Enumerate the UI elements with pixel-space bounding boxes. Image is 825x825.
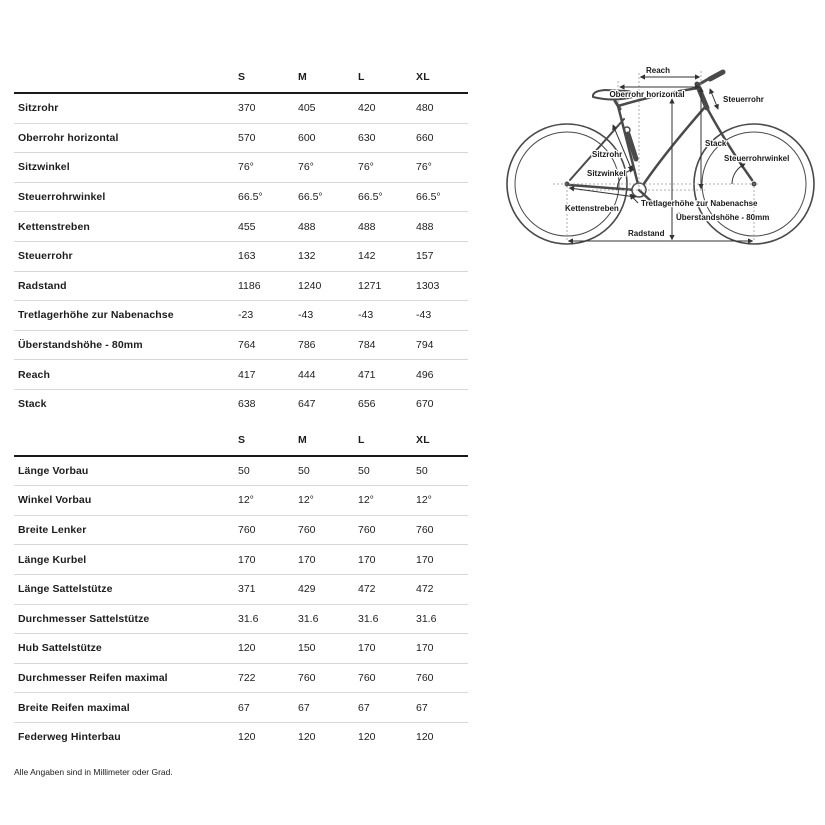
geometry-diagram — [495, 57, 825, 257]
seatpost — [615, 101, 620, 109]
cell-value: 120 — [298, 731, 316, 744]
row-label: Winkel Vorbau — [18, 494, 92, 507]
row-label: Überstandshöhe - 80mm — [18, 339, 143, 352]
label-seat-angle: Sitzwinkel — [587, 169, 626, 178]
cell-value: 455 — [238, 220, 256, 233]
row-label: Federweg Hinterbau — [18, 731, 121, 744]
cell-value: 170 — [238, 553, 256, 566]
cell-value: 760 — [298, 524, 316, 537]
cell-value: 472 — [358, 583, 376, 596]
cell-value: 31.6 — [298, 612, 319, 625]
column-header: S — [238, 433, 246, 446]
cell-value: 488 — [416, 220, 434, 233]
table-row — [14, 242, 468, 272]
cell-value: 66.5° — [298, 191, 323, 204]
cell-value: 488 — [358, 220, 376, 233]
cell-value: 120 — [238, 731, 256, 744]
cell-value: 570 — [238, 131, 256, 144]
cell-value: 12° — [238, 494, 254, 507]
cell-value: 656 — [358, 398, 376, 411]
component-geometry-table — [14, 425, 468, 752]
column-header: XL — [416, 71, 430, 83]
table-body — [14, 457, 468, 752]
label-standover: Überstandshöhe - 80mm — [676, 213, 770, 222]
cell-value: 170 — [358, 553, 376, 566]
cell-value: 784 — [358, 339, 376, 352]
cell-value: 66.5° — [238, 191, 263, 204]
cell-value: 170 — [358, 642, 376, 655]
cell-value: -43 — [298, 309, 314, 322]
table-row — [14, 693, 468, 723]
cell-value: 120 — [238, 642, 256, 655]
cell-value: 170 — [298, 553, 316, 566]
row-label: Steuerrohrwinkel — [18, 191, 106, 204]
cell-value: 170 — [416, 553, 434, 566]
table-row — [14, 457, 468, 487]
cell-value: 76° — [416, 161, 432, 174]
units-note: Alle Angaben sind in Millimeter oder Grad. — [14, 767, 173, 778]
cell-value: 760 — [358, 524, 376, 537]
label-head-tube: Steuerrohr — [723, 95, 764, 104]
row-label: Steuerrohr — [18, 250, 73, 263]
row-label: Länge Vorbau — [18, 464, 89, 477]
table-row — [14, 183, 468, 213]
cell-value: 12° — [358, 494, 374, 507]
table-row — [14, 486, 468, 516]
row-label: Stack — [18, 398, 47, 411]
table-row — [14, 545, 468, 575]
cell-value: 488 — [298, 220, 316, 233]
cell-value: 120 — [358, 731, 376, 744]
row-label: Radstand — [18, 279, 67, 292]
label-bb-drop: Tretlagerhöhe zur Nabenachse — [641, 199, 758, 208]
cell-value: 429 — [298, 583, 316, 596]
cell-value: 120 — [416, 731, 434, 744]
table-row — [14, 575, 468, 605]
cell-value: 157 — [416, 250, 434, 263]
down-tube — [641, 107, 705, 188]
table-row — [14, 301, 468, 331]
table-header-row — [14, 62, 468, 94]
table-row — [14, 360, 468, 390]
geometry-tables — [14, 62, 468, 777]
cell-value: 471 — [358, 368, 376, 381]
label-stack: Stack — [705, 139, 727, 148]
cell-value: 371 — [238, 583, 256, 596]
table-row — [14, 331, 468, 361]
cell-value: 764 — [238, 339, 256, 352]
cell-value: 670 — [416, 398, 434, 411]
cell-value: 67 — [298, 701, 310, 714]
label-seat-tube: Sitzrohr — [592, 150, 623, 159]
row-label: Länge Kurbel — [18, 553, 87, 566]
cell-value: 132 — [298, 250, 316, 263]
cell-value: 67 — [416, 701, 428, 714]
column-header: L — [358, 433, 365, 446]
table-row — [14, 124, 468, 154]
cell-value: 760 — [358, 671, 376, 684]
cell-value: 647 — [298, 398, 316, 411]
cell-value: 12° — [298, 494, 314, 507]
table-header-row — [14, 425, 468, 457]
cell-value: 76° — [358, 161, 374, 174]
cell-value: 31.6 — [416, 612, 437, 625]
cell-value: 150 — [298, 642, 316, 655]
cell-value: 660 — [416, 131, 434, 144]
table-row — [14, 664, 468, 694]
row-label: Reach — [18, 368, 51, 381]
cell-value: 12° — [416, 494, 432, 507]
column-header: L — [358, 71, 365, 83]
column-header: M — [298, 433, 307, 446]
cell-value: 76° — [238, 161, 254, 174]
column-header: S — [238, 71, 246, 83]
cell-value: 1186 — [238, 279, 261, 292]
dimension-head-tube — [710, 89, 718, 109]
cell-value: 722 — [238, 671, 256, 684]
cell-value: 496 — [416, 368, 434, 381]
table-row — [14, 272, 468, 302]
cell-value: 50 — [298, 464, 310, 477]
table-row — [14, 390, 468, 419]
row-label: Hub Sattelstütze — [18, 642, 102, 655]
column-header: M — [298, 71, 307, 83]
cell-value: 170 — [416, 642, 434, 655]
cell-value: 76° — [298, 161, 314, 174]
row-label: Durchmesser Sattelstütze — [18, 612, 150, 625]
table-row — [14, 605, 468, 635]
cell-value: 794 — [416, 339, 434, 352]
cell-value: 50 — [358, 464, 370, 477]
cell-value: 370 — [238, 102, 256, 115]
column-header: XL — [416, 433, 430, 446]
cell-value: 480 — [416, 102, 434, 115]
cell-value: 760 — [416, 671, 434, 684]
row-label: Sitzrohr — [18, 102, 59, 115]
cell-value: 50 — [238, 464, 250, 477]
row-label: Breite Reifen maximal — [18, 701, 130, 714]
table-row — [14, 153, 468, 183]
cell-value: 760 — [298, 671, 316, 684]
cell-value: 760 — [416, 524, 434, 537]
cell-value: 638 — [238, 398, 256, 411]
cell-value: 444 — [298, 368, 316, 381]
cell-value: 163 — [238, 250, 256, 263]
cell-value: 760 — [238, 524, 256, 537]
table-row — [14, 94, 468, 124]
cell-value: 66.5° — [358, 191, 383, 204]
label-wheelbase: Radstand — [628, 229, 665, 238]
row-label: Sitzwinkel — [18, 161, 70, 174]
cell-value: 31.6 — [238, 612, 259, 625]
cell-value: 67 — [358, 701, 370, 714]
row-label: Durchmesser Reifen maximal — [18, 671, 168, 684]
table-body — [14, 94, 468, 419]
table-row — [14, 723, 468, 752]
row-label: Oberrohr horizontal — [18, 131, 119, 144]
cell-value: 142 — [358, 250, 376, 263]
label-head-angle: Steuerrohrwinkel — [724, 154, 790, 163]
cell-value: 67 — [238, 701, 250, 714]
label-reach: Reach — [645, 66, 671, 75]
table-row — [14, 516, 468, 546]
cell-value: -43 — [416, 309, 432, 322]
cell-value: 600 — [298, 131, 316, 144]
cell-value: 405 — [298, 102, 316, 115]
cell-value: 66.5° — [416, 191, 441, 204]
handlebar-grip — [710, 72, 723, 79]
cell-value: 417 — [238, 368, 256, 381]
cell-value: 50 — [416, 464, 428, 477]
table-row — [14, 634, 468, 664]
head-tube — [697, 84, 707, 108]
cell-value: 630 — [358, 131, 376, 144]
label-chainstay: Kettenstreben — [565, 204, 619, 213]
cell-value: 31.6 — [358, 612, 379, 625]
row-label: Tretlagerhöhe zur Nabenachse — [18, 309, 174, 322]
table-row — [14, 212, 468, 242]
label-top-tube: Oberrohr horizontal — [609, 90, 685, 99]
frame-geometry-table — [14, 62, 468, 419]
cell-value: 420 — [358, 102, 376, 115]
cell-value: -43 — [358, 309, 374, 322]
cell-value: 786 — [298, 339, 316, 352]
cell-value: -23 — [238, 309, 254, 322]
row-label: Breite Lenker — [18, 524, 87, 537]
cell-value: 472 — [416, 583, 434, 596]
cell-value: 1240 — [298, 279, 322, 292]
cell-value: 1271 — [358, 279, 382, 292]
cell-value: 1303 — [416, 279, 440, 292]
row-label: Länge Sattelstütze — [18, 583, 113, 596]
row-label: Kettenstreben — [18, 220, 90, 233]
